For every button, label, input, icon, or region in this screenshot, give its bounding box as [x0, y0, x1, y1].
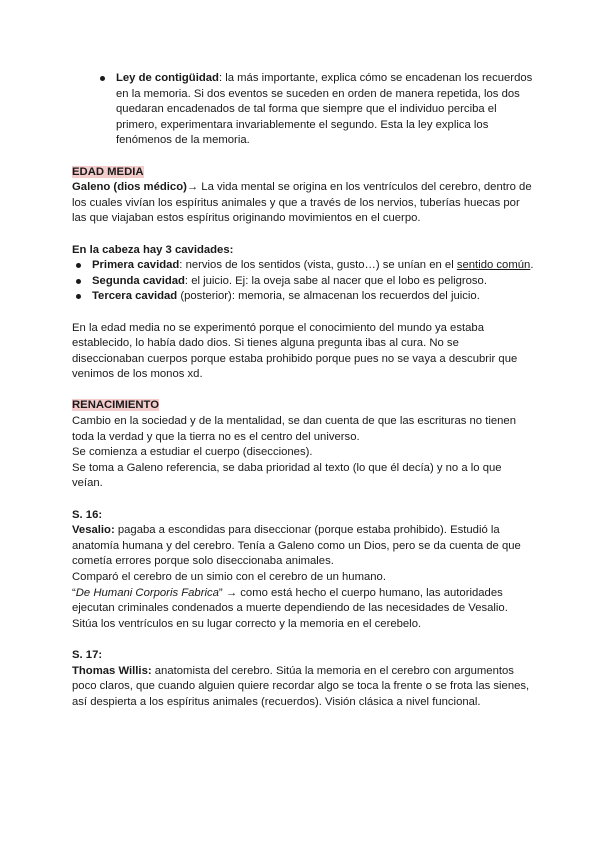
renacimiento-line: Se toma a Galeno referencia, se daba prioridad al texto (lo que él decía) y no a lo que veían.: [72, 461, 502, 490]
galeno-term: Galeno (dios médico): [72, 181, 187, 194]
willis-term: Thomas Willis:: [72, 664, 152, 677]
bullet-contiguidad: [72, 71, 534, 149]
heading-s16: S. 16:: [72, 508, 103, 521]
vesalio-paragraph: Vesalio: pagaba a escondidas para diseccionar (porque estaba prohibido). Estudió la anatomía humana y del cerebro. Tenía a Galeno como un Dios, pero se da cuenta de que cometía errores porque solo diseccionaba animales.: [72, 524, 521, 568]
s16-line: Sitúa los ventrículos en su lugar correcto y la memoria en el cerebelo.: [72, 617, 422, 630]
bullet-dot: [100, 76, 105, 81]
sentido-comun-link: sentido común: [456, 259, 531, 272]
heading-edad-media: EDAD MEDIA: [72, 165, 144, 178]
document-content: [72, 71, 534, 710]
bullet-dot: [76, 263, 81, 268]
galeno-paragraph: [72, 180, 534, 227]
edad-media-paragraph: En la edad media no se experimentó porque el conocimiento del mundo ya estaba establecido, lo había dado dios. Si tienes alguna pregunta ibas al cura. No se diseccionaban cuerpos porque estaba prohibido porque pues no se vaya a descubrir que venimos de los monos xd.: [72, 321, 518, 381]
bullet-dot: [76, 279, 81, 284]
cavidad-item: Segunda cavidad: el juicio. Ej: la oveja sabe al nacer que el lobo es peligroso.: [72, 274, 534, 290]
contiguidad-text: : la más importante, explica cómo se encadenan los recuerdos en la memoria. Si dos eventos se suceden en orden de manera repetida, los dos quedaran encadenados de tal forma que siempre que el individuo perciba el primero, experimentara invariablemente el segundo. Esta la ley explica los fenómenos de la memoria.: [116, 72, 533, 147]
s16-line: Comparó el cerebro de un simio con el cerebro de un humano.: [72, 571, 386, 583]
renacimiento-line: Se comienza a estudiar el cuerpo (disecciones).: [72, 446, 313, 459]
renacimiento-line: Cambio en la sociedad y de la mentalidad, se dan cuenta de que las escrituras no tienen toda la verdad y que la tierra no es el centro del universo.: [72, 415, 516, 443]
bullet-dot: [76, 294, 81, 299]
contiguidad-term: Ley de contigüidad: [116, 72, 219, 84]
book-title: De Humani Corporis Fabrica: [75, 586, 219, 599]
willis-paragraph: Thomas Willis: anatomista del cerebro. Sitúa la memoria en el cerebro con argumentos poco claros, que cuando alguien quiere recordar algo se toca la frente o se frota las sienes, así despierta a los espíritus animales (recuerdos). Visión clásica a nivel funcional.: [72, 664, 530, 708]
cavidad-item: Tercera cavidad (posterior): memoria, se almacenan los recuerdos del juicio.: [72, 289, 534, 305]
heading-s17: S. 17:: [72, 648, 103, 661]
cavidad-item: Primera cavidad: nervios de los sentidos (vista, gusto…) se unían en el sentido común.: [72, 258, 534, 274]
vesalio-term: Vesalio:: [72, 524, 115, 537]
fabrica-paragraph: “De Humani Corporis Fabrica” → como está hecho el cuerpo humano, las autoridades ejecutan criminales condenados a muerte dependiendo de las necesidades de Vesalio.: [72, 586, 508, 615]
cavidades-title: En la cabeza hay 3 cavidades:: [72, 243, 234, 256]
galeno-text: → La vida mental se origina en los ventrículos del cerebro, dentro de los cuales vivían los espíritus animales y que a través de los nervios, tuberías huecas por las que viajaban estos espíritus originando movimientos en el cuerpo.: [72, 181, 532, 225]
heading-renacimiento: RENACIMIENTO: [72, 399, 160, 412]
